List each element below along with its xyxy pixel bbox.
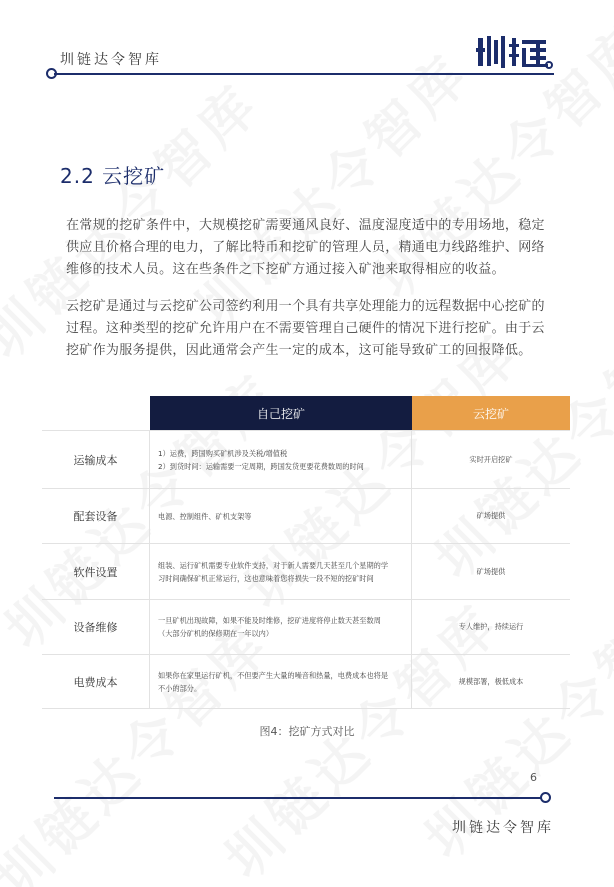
row-label: 设备维修 [42, 600, 150, 654]
cloud-mining-cell: 规模部署，极低成本 [458, 676, 524, 686]
row-label: 配套设备 [42, 489, 150, 543]
table-row [42, 430, 570, 488]
row-label: 运输成本 [42, 431, 150, 488]
self-mining-cell [150, 600, 412, 654]
paragraph: 在常规的挖矿条件中，大规模挖矿需要通风良好、温度湿度适中的专用场地，稳定供应且价格合理的电力，了解比特币和挖矿的管理人员，精通电力线路维护、网络维修的技术人员。这在些条件之下挖矿方通过接入矿池来取得相应的收益。 [66, 218, 545, 277]
cell-line: 一旦矿机出现故障，如果不能及时维修，挖矿进度将停止数天甚至数周 [158, 616, 381, 625]
row-label: 软件设置 [42, 544, 150, 599]
cloud-mining-cell: 矿场提供 [476, 511, 506, 520]
self-mining-cell [150, 431, 412, 488]
cell-line: 组装、运行矿机需要专业软件支持，对于新人需要几天甚至几个星期的学 [158, 560, 389, 570]
cloud-mining-cell: 专人维护，持续运行 [458, 622, 524, 631]
section-title: 2.2 云挖矿 [60, 164, 166, 188]
table-row [42, 488, 570, 543]
cell-line: 习时间确保矿机正常运行，这也意味着您将损失一段不短的挖矿时间 [158, 573, 374, 583]
table-header-cloud-mining: 云挖矿 [412, 396, 570, 430]
footer-divider [54, 797, 544, 799]
brand-logo [476, 34, 554, 70]
cell-line: 2）到货时间：运输需要一定周期，跨国发货更要花费数周的时间 [158, 461, 364, 471]
table-row [42, 599, 570, 654]
header-divider [54, 73, 554, 75]
brand-logo-icon [476, 34, 554, 70]
footer-brand: 圳链达令智库 [452, 820, 554, 836]
cell-line: 电源、控制组件、矿机支架等 [158, 511, 252, 521]
cell-line: 1）运费，跨国购买矿机涉及关税/增值税 [158, 448, 288, 458]
table-row [42, 654, 570, 709]
cell-line: 不小的部分。 [158, 683, 202, 693]
page-number: 6 [530, 771, 537, 784]
row-label: 电费成本 [42, 655, 150, 708]
comparison-table [42, 396, 570, 709]
self-mining-cell [150, 544, 412, 599]
footer-dot-icon [540, 792, 551, 803]
table-header-empty [42, 396, 150, 430]
header-brand: 圳链达令智库 [60, 52, 162, 68]
table-header-self-mining: 自己挖矿 [150, 396, 412, 430]
cloud-mining-cell: 矿场提供 [476, 566, 506, 576]
table-header [42, 396, 570, 430]
table-row [42, 543, 570, 599]
paragraph: 云挖矿是通过与云挖矿公司签约利用一个具有共享处理能力的远程数据中心挖矿的过程。这种类型的挖矿允许用户在不需要管理自己硬件的情况下进行挖矿。由于云挖矿作为服务提供，因此通常会产生一定的成本，这可能导致矿工的回报降低。 [66, 299, 545, 358]
cell-line: （大部分矿机的保修期在一年以内） [158, 629, 274, 638]
cell-line: 如果你在家里运行矿机，不但要产生大量的噪音和热量，电费成本也将是 [158, 670, 389, 680]
figure-caption: 图4：挖矿方式对比 [259, 725, 355, 738]
cloud-mining-cell: 实时开启挖矿 [469, 454, 513, 464]
self-mining-cell [150, 489, 412, 543]
self-mining-cell [150, 655, 412, 708]
